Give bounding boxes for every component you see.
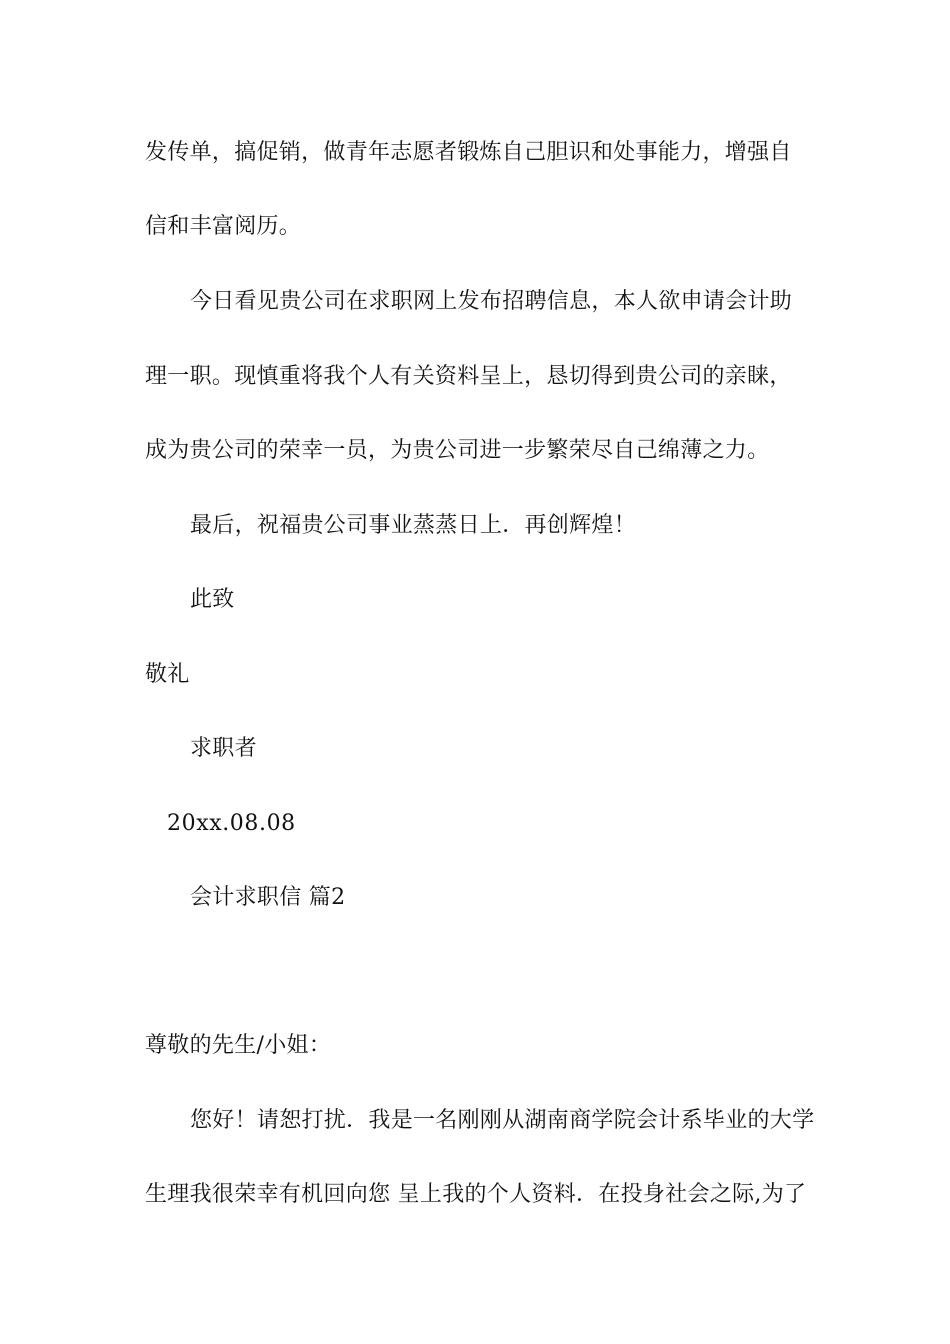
signature-label: 求职者 — [190, 736, 257, 761]
body-text-line: 发传单，搞促销，做青年志愿者锻炼自己胆识和处事能力，增强自 — [145, 140, 792, 165]
body-text-line: 信和丰富阅历。 — [145, 214, 302, 239]
salutation-closing: 此致 — [190, 587, 235, 612]
salutation-respect: 敬礼 — [145, 662, 190, 687]
paragraph-line: 今日看见贵公司在求职网上发布招聘信息，本人欲申请会计助 — [190, 289, 793, 314]
body-text-line: 成为贵公司的荣幸一员，为贵公司进一步繁荣尽自己绵薄之力。 — [145, 438, 770, 463]
section-heading: 会计求职信 篇2 — [190, 885, 346, 910]
body-text-line: 生理我很荣幸有机回向您 呈上我的个人资料．在投身社会之际,为了 — [145, 1182, 807, 1207]
paragraph-line: 您好！请恕打扰．我是一名刚刚从湖南商学院会计系毕业的大学 — [190, 1108, 815, 1133]
greeting: 尊敬的先生/小姐： — [145, 1033, 332, 1058]
body-text-line: 理一职。现慎重将我个人有关资料呈上，恳切得到贵公司的亲睐， — [145, 364, 792, 389]
closing-wish: 最后，祝福贵公司事业蒸蒸日上．再创辉煌！ — [190, 513, 637, 538]
letter-date: 20xx.08.08 — [167, 811, 296, 836]
